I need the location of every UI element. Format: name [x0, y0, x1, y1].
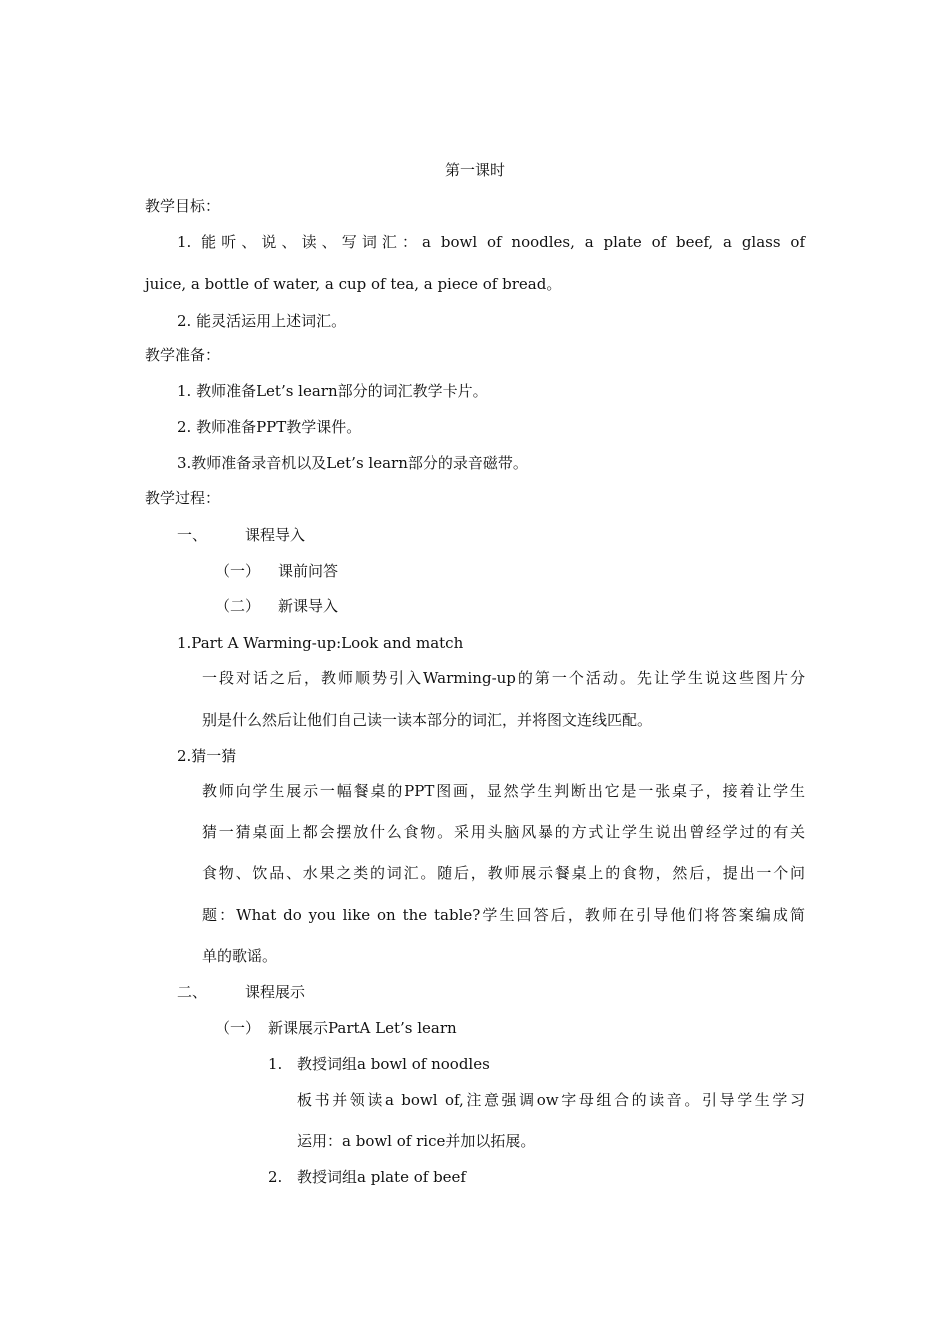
section-1-number: 一、 [177, 526, 208, 544]
guess-line-2: 猜一猜桌面上都会摆放什么食物。采用头脑风暴的方式让学生说出曾经学过的有关 [202, 823, 805, 841]
section-2-sub-1-number: （一） [215, 1019, 261, 1037]
guess-line-3: 食物、饮品、水果之类的词汇。随后，教师展示餐桌上的食物，然后，提出一个问 [202, 864, 805, 882]
preparation-item-2: 2. 教师准备PPT教学课件。 [177, 418, 362, 436]
page-title: 第一课时 [444, 161, 505, 179]
warming-up-line-1: 一段对话之后，教师顺势引入Warming-up的第一个活动。先让学生说这些图片分 [202, 669, 805, 687]
guess-line-5: 单的歌谣。 [202, 947, 278, 965]
vocab-item-2-label: 教授词组a plate of beef [297, 1168, 466, 1186]
section-1-sub-1-label: 课前问答 [278, 562, 339, 580]
vocab-item-1-line-2: 运用：a bowl of rice并加以拓展。 [297, 1132, 536, 1150]
objectives-heading: 教学目标： [145, 197, 221, 215]
warming-up-title: 1.Part A Warming-up:Look and match [177, 634, 464, 652]
section-1-sub-2-label: 新课导入 [278, 597, 339, 615]
objective-item-2: 2. 能灵活运用上述词汇。 [177, 312, 347, 330]
preparation-heading: 教学准备： [145, 346, 221, 364]
vocab-item-1-line-1: 板书并领读a bowl of,注意强调ow字母组合的读音。引导学生学习 [297, 1091, 805, 1109]
vocab-item-2-number: 2. [268, 1168, 283, 1186]
preparation-item-1: 1. 教师准备Let’s learn部分的词汇教学卡片。 [177, 382, 488, 400]
section-1-sub-2-number: （二） [215, 597, 261, 615]
guess-line-4: 题：What do you like on the table?学生回答后，教师在引导他们将答案编成简 [202, 906, 805, 924]
section-2-sub-1-label: 新课展示PartA Let’s learn [268, 1019, 457, 1037]
vocab-item-1-number: 1. [268, 1055, 283, 1073]
section-1-sub-1-number: （一） [215, 562, 261, 580]
guess-line-1: 教师向学生展示一幅餐桌的PPT图画，显然学生判断出它是一张桌子，接着让学生 [202, 782, 805, 800]
objective-item-1-line-1: 1. 能听、说、读、写词汇：a bowl of noodles, a plate of beef, a glass of [177, 233, 805, 251]
vocab-item-1-label: 教授词组a bowl of noodles [297, 1055, 490, 1073]
section-2-label: 课程展示 [245, 983, 306, 1001]
process-heading: 教学过程： [145, 489, 221, 507]
warming-up-line-2: 别是什么然后让他们自己读一读本部分的词汇，并将图文连线匹配。 [202, 711, 653, 729]
objective-item-1-line-2: juice, a bottle of water, a cup of tea, a piece of bread。 [145, 275, 562, 293]
guess-title: 2.猜一猜 [177, 747, 237, 765]
preparation-item-3: 3.教师准备录音机以及Let’s learn部分的录音磁带。 [177, 454, 528, 472]
section-1-label: 课程导入 [245, 526, 306, 544]
section-2-number: 二、 [177, 983, 208, 1001]
